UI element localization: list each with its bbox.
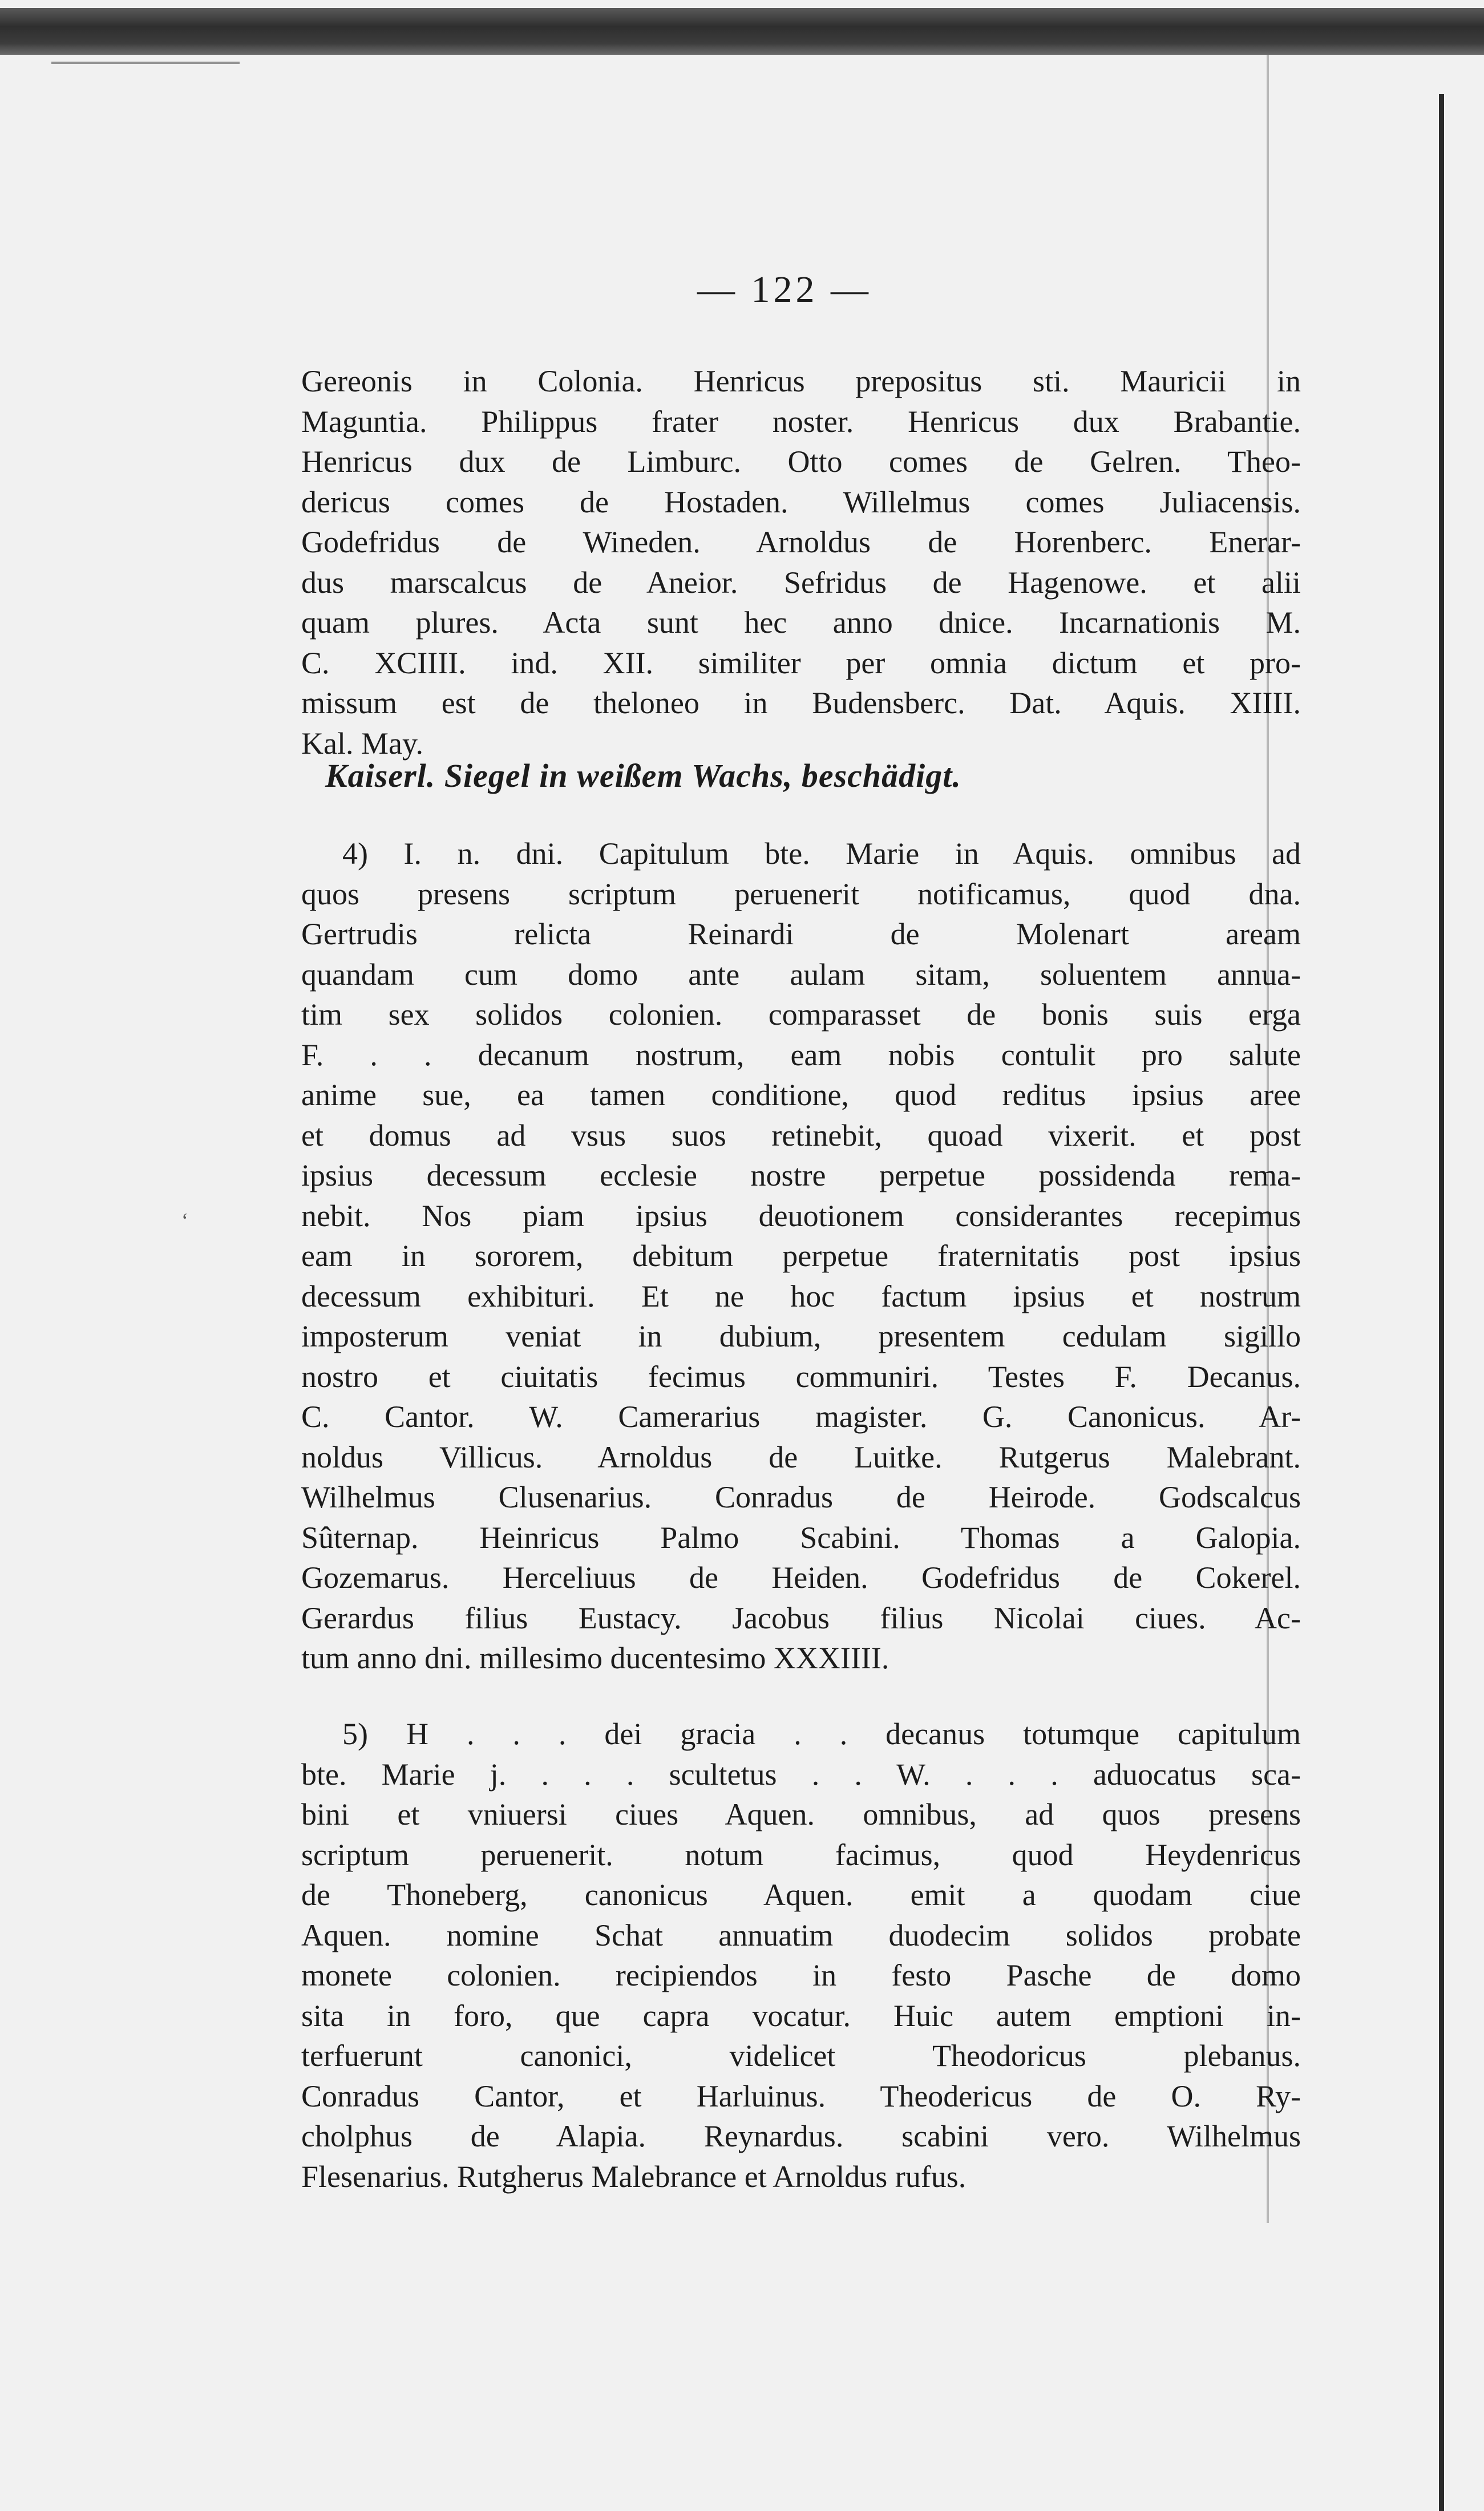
text-line: terfuerunt canonici, videlicet Theodoricus plebanus. xyxy=(301,2039,1301,2073)
text-line: Gertrudis relicta Reinardi de Molenart aream xyxy=(301,917,1301,951)
text-line: C. XCIIII. ind. XII. similiter per omnia dictum et pro- xyxy=(301,645,1301,680)
text-line: monete colonien. recipiendos in festo Pasche de domo xyxy=(301,1958,1301,1992)
text-line: decessum exhibituri. Et ne hoc factum ipsius et nostrum xyxy=(301,1279,1301,1313)
text-line: 4) I. n. dni. Capitulum bte. Marie in Aquis. omnibus ad xyxy=(342,836,1301,871)
text-line: Wilhelmus Clusenarius. Conradus de Heirode. Godscalcus xyxy=(301,1480,1301,1514)
text-line: ipsius decessum ecclesie nostre perpetue possidenda rema- xyxy=(301,1158,1301,1192)
text-line: Godefridus de Wineden. Arnoldus de Horenberc. Enerar- xyxy=(301,525,1301,559)
text-line: Sûternap. Heinricus Palmo Scabini. Thomas a Galopia. xyxy=(301,1520,1301,1555)
text-line: F. . . decanum nostrum, eam nobis contulit pro salute xyxy=(301,1037,1301,1072)
text-line: bini et vniuersi ciues Aquen. omnibus, ad quos presens xyxy=(301,1797,1301,1831)
text-line: scriptum peruenerit. notum facimus, quod Heydenricus xyxy=(301,1837,1301,1872)
text-line: C. Cantor. W. Camerarius magister. G. Canonicus. Ar- xyxy=(301,1400,1301,1434)
text-line: quandam cum domo ante aulam sitam, soluentem annua- xyxy=(301,957,1301,992)
text-line: dericus comes de Hostaden. Willelmus comes Juliacensis. xyxy=(301,484,1301,519)
text-line: cholphus de Alapia. Reynardus. scabini vero. Wilhelmus xyxy=(301,2119,1301,2153)
text-line: 5) H . . . dei gracia . . decanus totumque capitulum xyxy=(342,1717,1301,1751)
text-line: Gerardus filius Eustacy. Jacobus filius Nicolai ciues. Ac- xyxy=(301,1600,1301,1635)
text-line: tum anno dni. millesimo ducentesimo XXXIIII. xyxy=(301,1641,889,1675)
text-line: bte. Marie j. . . . scultetus . . W. . . . aduocatus sca- xyxy=(301,1757,1301,1792)
text-line: Flesenarius. Rutgherus Malebrance et Arnoldus rufus. xyxy=(301,2159,967,2194)
text-line: tim sex solidos colonien. comparasset de bonis suis erga xyxy=(301,997,1301,1032)
text-line: Gereonis in Colonia. Henricus prepositus sti. Mauricii in xyxy=(301,364,1301,398)
text-line: et domus ad vsus suos retinebit, quoad vixerit. et post xyxy=(301,1118,1301,1153)
text-line: dus marscalcus de Aneior. Sefridus de Hagenowe. et alii xyxy=(301,565,1301,600)
text-line: Gozemarus. Herceliuus de Heiden. Godefridus de Cokerel. xyxy=(301,1560,1301,1595)
text-line: de Thoneberg, canonicus Aquen. emit a quodam ciue xyxy=(301,1878,1301,1912)
scan-top-edge xyxy=(0,8,1484,55)
text-line: quam plures. Acta sunt hec anno dnice. Incarnationis M. xyxy=(301,605,1301,640)
text-line: nostro et ciuitatis fecimus communiri. Testes F. Decanus. xyxy=(301,1359,1301,1394)
scan-right-edge xyxy=(1439,94,1444,2511)
margin-mark: ‘ xyxy=(181,1209,188,1232)
text-line: Aquen. nomine Schat annuatim duodecim solidos probate xyxy=(301,1918,1301,1952)
text-line: noldus Villicus. Arnoldus de Luitke. Rutgerus Malebrant. xyxy=(301,1440,1301,1474)
scan-mark xyxy=(51,62,240,64)
text-line: missum est de theloneo in Budensberc. Dat. Aquis. XIIII. xyxy=(301,686,1301,720)
text-line: sita in foro, que capra vocatur. Huic autem emptioni in- xyxy=(301,1998,1301,2033)
text-line: imposterum veniat in dubium, presentem cedulam sigillo xyxy=(301,1319,1301,1353)
text-line: eam in sororem, debitum perpetue fraternitatis post ipsius xyxy=(301,1239,1301,1273)
text-line: Henricus dux de Limburc. Otto comes de Gelren. Theo- xyxy=(301,444,1301,479)
text-line: Conradus Cantor, et Harluinus. Theodericus de O. Ry- xyxy=(301,2079,1301,2113)
page-number: — 122 — xyxy=(697,269,872,310)
seal-note: Kaiserl. Siegel in weißem Wachs, beschädigt. xyxy=(325,757,961,794)
text-line: anime sue, ea tamen conditione, quod reditus ipsius aree xyxy=(301,1078,1301,1112)
text-line: Kal. May. xyxy=(301,726,423,761)
text-line: Maguntia. Philippus frater noster. Henricus dux Brabantie. xyxy=(301,404,1301,439)
text-line: nebit. Nos piam ipsius deuotionem considerantes recepimus xyxy=(301,1198,1301,1233)
text-line: quos presens scriptum peruenerit notificamus, quod dna. xyxy=(301,876,1301,911)
